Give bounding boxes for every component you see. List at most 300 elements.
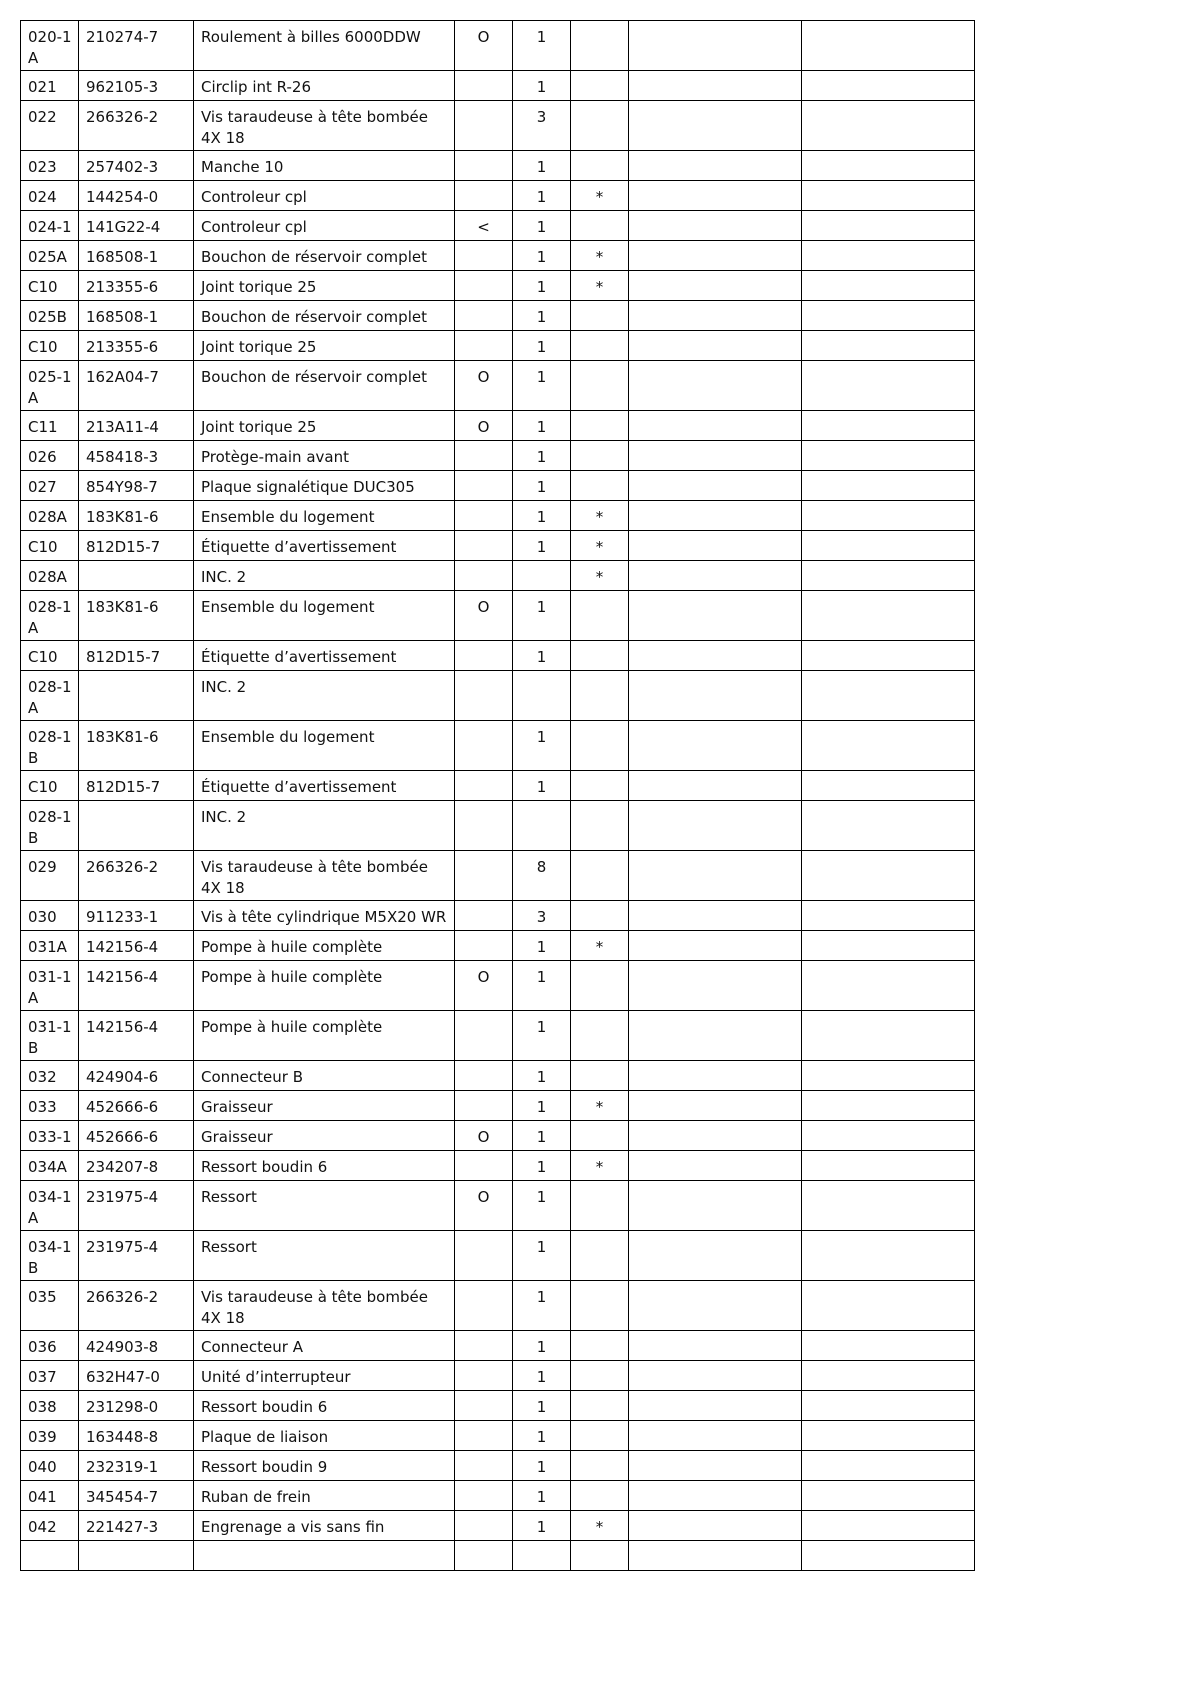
ref-cell: 031-1 B <box>21 1011 79 1061</box>
blank-cell <box>802 801 975 851</box>
ref-cell: 025-1 A <box>21 361 79 411</box>
part-number-cell: 210274-7 <box>79 21 194 71</box>
ref-cell: 020-1 A <box>21 21 79 71</box>
mark-cell <box>571 671 629 721</box>
blank-cell <box>802 1541 975 1571</box>
blank-cell <box>802 101 975 151</box>
blank-cell <box>629 1281 802 1331</box>
quantity-cell: 1 <box>513 1451 571 1481</box>
ref-cell: C10 <box>21 771 79 801</box>
flag-cell <box>455 1361 513 1391</box>
blank-cell <box>629 1061 802 1091</box>
ref-cell: 041 <box>21 1481 79 1511</box>
table-row <box>21 151 975 181</box>
flag-cell <box>455 1091 513 1121</box>
mark-cell <box>571 1391 629 1421</box>
blank-cell <box>802 471 975 501</box>
blank-cell <box>802 1151 975 1181</box>
flag-cell <box>455 931 513 961</box>
ref-cell: C10 <box>21 271 79 301</box>
blank-cell <box>629 1151 802 1181</box>
description-cell: Vis à tête cylindrique M5X20 WR <box>194 901 455 931</box>
description-cell: Ensemble du logement <box>194 501 455 531</box>
blank-cell <box>629 931 802 961</box>
description-cell: Joint torique 25 <box>194 331 455 361</box>
table-row <box>21 561 975 591</box>
flag-cell <box>455 1281 513 1331</box>
part-number-cell <box>79 801 194 851</box>
flag-cell <box>455 331 513 361</box>
part-number-cell: 231975-4 <box>79 1231 194 1281</box>
blank-cell <box>629 211 802 241</box>
ref-cell: C11 <box>21 411 79 441</box>
quantity-cell: 1 <box>513 471 571 501</box>
description-cell: Ressort boudin 9 <box>194 1451 455 1481</box>
description-cell: Connecteur B <box>194 1061 455 1091</box>
blank-cell <box>802 151 975 181</box>
mark-cell <box>571 1011 629 1061</box>
part-number-cell: 812D15-7 <box>79 641 194 671</box>
description-cell: Bouchon de réservoir complet <box>194 301 455 331</box>
blank-cell <box>629 1181 802 1231</box>
description-cell: Joint torique 25 <box>194 271 455 301</box>
description-cell: Ensemble du logement <box>194 721 455 771</box>
table-row <box>21 851 975 901</box>
table-row <box>21 441 975 471</box>
part-number-cell: 144254-0 <box>79 181 194 211</box>
table-row <box>21 591 975 641</box>
blank-cell <box>629 331 802 361</box>
table-row <box>21 241 975 271</box>
blank-cell <box>802 1451 975 1481</box>
flag-cell <box>455 101 513 151</box>
part-number-cell: 911233-1 <box>79 901 194 931</box>
table-row <box>21 1391 975 1421</box>
blank-cell <box>802 671 975 721</box>
quantity-cell: 1 <box>513 241 571 271</box>
blank-cell <box>802 21 975 71</box>
part-number-cell: 854Y98-7 <box>79 471 194 501</box>
blank-cell <box>802 1391 975 1421</box>
quantity-cell: 1 <box>513 1281 571 1331</box>
blank-cell <box>802 301 975 331</box>
part-number-cell: 162A04-7 <box>79 361 194 411</box>
ref-cell: 034A <box>21 1151 79 1181</box>
blank-cell <box>629 501 802 531</box>
blank-cell <box>802 591 975 641</box>
quantity-cell: 1 <box>513 271 571 301</box>
table-row <box>21 211 975 241</box>
table-row <box>21 21 975 71</box>
blank-cell <box>629 1331 802 1361</box>
blank-cell <box>802 361 975 411</box>
table-row <box>21 1011 975 1061</box>
description-cell: Graisseur <box>194 1091 455 1121</box>
flag-cell <box>455 1391 513 1421</box>
blank-cell <box>629 151 802 181</box>
table-row <box>21 1121 975 1151</box>
quantity-cell: 1 <box>513 441 571 471</box>
mark-cell <box>571 1181 629 1231</box>
blank-cell <box>629 851 802 901</box>
table-row <box>21 301 975 331</box>
quantity-cell: 1 <box>513 641 571 671</box>
quantity-cell: 1 <box>513 301 571 331</box>
mark-cell <box>571 441 629 471</box>
blank-cell <box>802 531 975 561</box>
description-cell: INC. 2 <box>194 801 455 851</box>
description-cell: Vis taraudeuse à tête bombée 4X 18 <box>194 101 455 151</box>
blank-cell <box>629 271 802 301</box>
blank-cell <box>802 211 975 241</box>
part-number-cell: 183K81-6 <box>79 501 194 531</box>
description-cell: Étiquette d’avertissement <box>194 531 455 561</box>
part-number-cell: 632H47-0 <box>79 1361 194 1391</box>
mark-cell <box>571 361 629 411</box>
description-cell: Pompe à huile complète <box>194 931 455 961</box>
mark-cell: * <box>571 561 629 591</box>
part-number-cell: 213355-6 <box>79 271 194 301</box>
description-cell: Unité d’interrupteur <box>194 1361 455 1391</box>
table-row <box>21 771 975 801</box>
quantity-cell: 1 <box>513 1151 571 1181</box>
ref-cell: 028A <box>21 561 79 591</box>
mark-cell: * <box>571 181 629 211</box>
ref-cell: 031A <box>21 931 79 961</box>
blank-cell <box>802 71 975 101</box>
mark-cell <box>571 721 629 771</box>
blank-cell <box>629 361 802 411</box>
blank-cell <box>629 411 802 441</box>
flag-cell: O <box>455 591 513 641</box>
flag-cell <box>455 1541 513 1571</box>
mark-cell <box>571 411 629 441</box>
quantity-cell: 1 <box>513 1121 571 1151</box>
flag-cell: O <box>455 1121 513 1151</box>
quantity-cell: 8 <box>513 851 571 901</box>
ref-cell: 028-1 A <box>21 671 79 721</box>
blank-cell <box>802 1091 975 1121</box>
table-row <box>21 471 975 501</box>
flag-cell <box>455 1511 513 1541</box>
parts-list-page <box>20 20 975 1571</box>
blank-cell <box>802 1281 975 1331</box>
blank-cell <box>629 71 802 101</box>
table-row <box>21 181 975 211</box>
ref-cell: 042 <box>21 1511 79 1541</box>
table-row <box>21 1421 975 1451</box>
mark-cell <box>571 301 629 331</box>
quantity-cell: 1 <box>513 1091 571 1121</box>
flag-cell <box>455 1481 513 1511</box>
quantity-cell: 1 <box>513 211 571 241</box>
part-number-cell: 232319-1 <box>79 1451 194 1481</box>
part-number-cell: 424903-8 <box>79 1331 194 1361</box>
blank-cell <box>629 21 802 71</box>
ref-cell: 037 <box>21 1361 79 1391</box>
mark-cell: * <box>571 1151 629 1181</box>
description-cell: Plaque de liaison <box>194 1421 455 1451</box>
blank-cell <box>629 1011 802 1061</box>
mark-cell <box>571 1361 629 1391</box>
blank-cell <box>802 931 975 961</box>
description-cell: Bouchon de réservoir complet <box>194 241 455 271</box>
quantity-cell: 1 <box>513 1181 571 1231</box>
flag-cell <box>455 1451 513 1481</box>
quantity-cell: 1 <box>513 1511 571 1541</box>
blank-cell <box>802 721 975 771</box>
flag-cell <box>455 801 513 851</box>
table-row <box>21 1541 975 1571</box>
ref-cell: 023 <box>21 151 79 181</box>
blank-cell <box>802 851 975 901</box>
quantity-cell: 1 <box>513 1231 571 1281</box>
table-row <box>21 361 975 411</box>
description-cell: Circlip int R-26 <box>194 71 455 101</box>
description-cell: Manche 10 <box>194 151 455 181</box>
flag-cell <box>455 531 513 561</box>
mark-cell: * <box>571 271 629 301</box>
part-number-cell: 424904-6 <box>79 1061 194 1091</box>
flag-cell <box>455 181 513 211</box>
description-cell: Ruban de frein <box>194 1481 455 1511</box>
part-number-cell <box>79 1541 194 1571</box>
table-row <box>21 71 975 101</box>
flag-cell: < <box>455 211 513 241</box>
ref-cell: 028A <box>21 501 79 531</box>
description-cell: Controleur cpl <box>194 211 455 241</box>
blank-cell <box>802 1231 975 1281</box>
part-number-cell: 213355-6 <box>79 331 194 361</box>
blank-cell <box>629 1091 802 1121</box>
blank-cell <box>629 441 802 471</box>
part-number-cell: 812D15-7 <box>79 531 194 561</box>
quantity-cell: 1 <box>513 501 571 531</box>
ref-cell: 027 <box>21 471 79 501</box>
description-cell: Protège-main avant <box>194 441 455 471</box>
flag-cell <box>455 641 513 671</box>
mark-cell <box>571 1281 629 1331</box>
ref-cell: 022 <box>21 101 79 151</box>
blank-cell <box>629 101 802 151</box>
blank-cell <box>629 1451 802 1481</box>
part-number-cell: 213A11-4 <box>79 411 194 441</box>
part-number-cell: 168508-1 <box>79 301 194 331</box>
blank-cell <box>629 1391 802 1421</box>
part-number-cell: 257402-3 <box>79 151 194 181</box>
quantity-cell: 1 <box>513 721 571 771</box>
blank-cell <box>802 771 975 801</box>
flag-cell <box>455 851 513 901</box>
description-cell: Engrenage a vis sans fin <box>194 1511 455 1541</box>
mark-cell <box>571 471 629 501</box>
mark-cell <box>571 851 629 901</box>
mark-cell: * <box>571 531 629 561</box>
parts-table <box>20 20 975 1571</box>
ref-cell: 036 <box>21 1331 79 1361</box>
blank-cell <box>802 641 975 671</box>
blank-cell <box>802 331 975 361</box>
blank-cell <box>629 531 802 561</box>
ref-cell: 038 <box>21 1391 79 1421</box>
table-row <box>21 1091 975 1121</box>
blank-cell <box>802 181 975 211</box>
mark-cell <box>571 1421 629 1451</box>
mark-cell <box>571 1451 629 1481</box>
quantity-cell: 1 <box>513 961 571 1011</box>
flag-cell <box>455 271 513 301</box>
ref-cell: 034-1 B <box>21 1231 79 1281</box>
flag-cell <box>455 1231 513 1281</box>
blank-cell <box>802 961 975 1011</box>
mark-cell: * <box>571 931 629 961</box>
ref-cell: 039 <box>21 1421 79 1451</box>
table-row <box>21 1451 975 1481</box>
description-cell: Ressort boudin 6 <box>194 1391 455 1421</box>
flag-cell <box>455 501 513 531</box>
quantity-cell: 1 <box>513 1361 571 1391</box>
part-number-cell: 231975-4 <box>79 1181 194 1231</box>
part-number-cell: 168508-1 <box>79 241 194 271</box>
part-number-cell: 266326-2 <box>79 1281 194 1331</box>
mark-cell: * <box>571 241 629 271</box>
quantity-cell: 1 <box>513 411 571 441</box>
table-row <box>21 271 975 301</box>
blank-cell <box>629 301 802 331</box>
table-row <box>21 1281 975 1331</box>
ref-cell: C10 <box>21 531 79 561</box>
blank-cell <box>802 501 975 531</box>
blank-cell <box>629 1361 802 1391</box>
ref-cell: 030 <box>21 901 79 931</box>
blank-cell <box>802 1421 975 1451</box>
ref-cell: C10 <box>21 641 79 671</box>
ref-cell <box>21 1541 79 1571</box>
quantity-cell: 1 <box>513 531 571 561</box>
flag-cell: O <box>455 361 513 411</box>
mark-cell <box>571 1331 629 1361</box>
part-number-cell <box>79 561 194 591</box>
part-number-cell: 231298-0 <box>79 1391 194 1421</box>
quantity-cell: 1 <box>513 1391 571 1421</box>
flag-cell <box>455 1421 513 1451</box>
quantity-cell: 1 <box>513 1011 571 1061</box>
blank-cell <box>802 441 975 471</box>
ref-cell: 021 <box>21 71 79 101</box>
ref-cell: 040 <box>21 1451 79 1481</box>
table-row <box>21 671 975 721</box>
table-row <box>21 501 975 531</box>
flag-cell <box>455 1331 513 1361</box>
quantity-cell: 1 <box>513 591 571 641</box>
quantity-cell: 1 <box>513 331 571 361</box>
part-number-cell: 345454-7 <box>79 1481 194 1511</box>
mark-cell: * <box>571 1091 629 1121</box>
quantity-cell: 1 <box>513 1061 571 1091</box>
quantity-cell: 1 <box>513 21 571 71</box>
part-number-cell <box>79 671 194 721</box>
blank-cell <box>802 1361 975 1391</box>
quantity-cell: 3 <box>513 101 571 151</box>
mark-cell <box>571 771 629 801</box>
table-row <box>21 331 975 361</box>
ref-cell: 026 <box>21 441 79 471</box>
ref-cell: 028-1 A <box>21 591 79 641</box>
table-row <box>21 801 975 851</box>
ref-cell: 033-1 <box>21 1121 79 1151</box>
part-number-cell: 266326-2 <box>79 101 194 151</box>
blank-cell <box>802 411 975 441</box>
mark-cell <box>571 151 629 181</box>
table-row <box>21 1061 975 1091</box>
part-number-cell: 452666-6 <box>79 1091 194 1121</box>
flag-cell <box>455 151 513 181</box>
flag-cell <box>455 441 513 471</box>
mark-cell <box>571 1541 629 1571</box>
mark-cell <box>571 1231 629 1281</box>
flag-cell <box>455 671 513 721</box>
quantity-cell <box>513 1541 571 1571</box>
blank-cell <box>629 721 802 771</box>
part-number-cell: 812D15-7 <box>79 771 194 801</box>
mark-cell <box>571 71 629 101</box>
blank-cell <box>629 561 802 591</box>
mark-cell <box>571 901 629 931</box>
description-cell: Ensemble du logement <box>194 591 455 641</box>
table-row <box>21 411 975 441</box>
quantity-cell: 1 <box>513 771 571 801</box>
description-cell: Étiquette d’avertissement <box>194 641 455 671</box>
flag-cell <box>455 301 513 331</box>
mark-cell <box>571 21 629 71</box>
table-row <box>21 1231 975 1281</box>
table-row <box>21 101 975 151</box>
blank-cell <box>802 1121 975 1151</box>
blank-cell <box>629 771 802 801</box>
description-cell: INC. 2 <box>194 671 455 721</box>
description-cell: Bouchon de réservoir complet <box>194 361 455 411</box>
ref-cell: 033 <box>21 1091 79 1121</box>
part-number-cell: 183K81-6 <box>79 721 194 771</box>
quantity-cell <box>513 801 571 851</box>
mark-cell <box>571 1121 629 1151</box>
blank-cell <box>629 901 802 931</box>
part-number-cell: 266326-2 <box>79 851 194 901</box>
blank-cell <box>629 961 802 1011</box>
description-cell: Pompe à huile complète <box>194 1011 455 1061</box>
flag-cell: O <box>455 1181 513 1231</box>
table-row <box>21 1481 975 1511</box>
table-row <box>21 961 975 1011</box>
table-row <box>21 641 975 671</box>
quantity-cell: 1 <box>513 181 571 211</box>
part-number-cell: 142156-4 <box>79 931 194 961</box>
blank-cell <box>629 1511 802 1541</box>
part-number-cell: 234207-8 <box>79 1151 194 1181</box>
mark-cell <box>571 641 629 671</box>
part-number-cell: 183K81-6 <box>79 591 194 641</box>
table-row <box>21 1181 975 1231</box>
flag-cell <box>455 771 513 801</box>
mark-cell <box>571 591 629 641</box>
quantity-cell: 1 <box>513 71 571 101</box>
mark-cell <box>571 801 629 851</box>
description-cell: Joint torique 25 <box>194 411 455 441</box>
ref-cell: 031-1 A <box>21 961 79 1011</box>
table-row <box>21 721 975 771</box>
quantity-cell: 1 <box>513 1331 571 1361</box>
flag-cell <box>455 1061 513 1091</box>
